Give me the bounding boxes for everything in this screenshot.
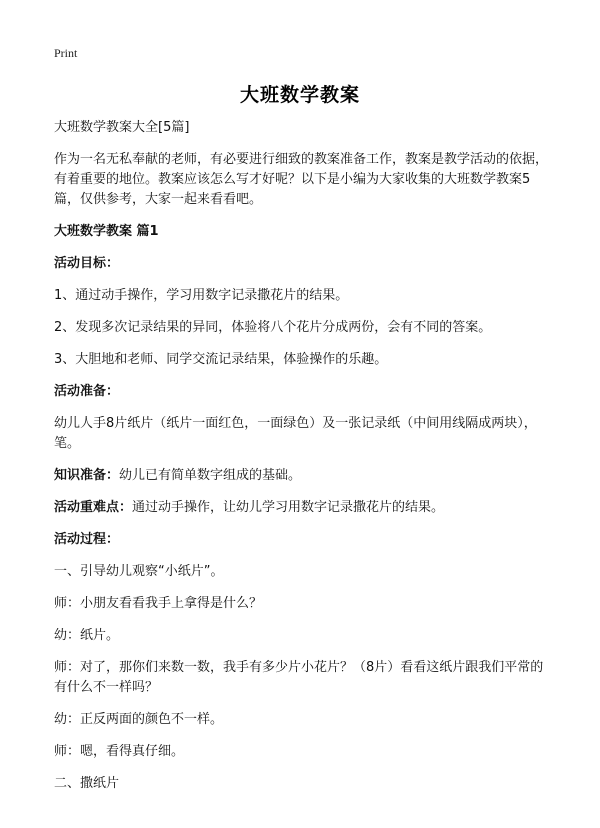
focus-line (54, 498, 554, 518)
doc-subtitle: 大班数学教案大全[5篇] (54, 120, 190, 135)
process-heading: 活动过程： (54, 532, 120, 547)
print-label: Print (54, 46, 78, 60)
knowledge-label: 知识准备： (54, 468, 120, 483)
knowledge-text: 幼儿已有简单数字组成的基础。 (119, 468, 302, 483)
goal-item: 2、发现多次记录结果的异同，体验将八个花片分成两份，会有不同的答案。 (54, 320, 492, 335)
page-title: 大班数学教案 (239, 84, 360, 106)
process-line: 一、引导幼儿观察“小纸片”。 (54, 564, 224, 579)
process-line: 幼：正反两面的颜色不一样。 (54, 712, 224, 727)
document-body (54, 118, 554, 806)
goals-heading: 活动目标： (54, 256, 120, 271)
prep-text: 幼儿人手8片纸片（纸片一面红色，一面绿色）及一张记录纸（中间用线隔成两块），笔。 (54, 416, 537, 451)
goal-item: 3、大胆地和老师、同学交流记录结果，体验操作的乐趣。 (54, 352, 388, 367)
prep-heading: 活动准备： (54, 384, 120, 399)
process-line: 师：嗯，看得真仔细。 (54, 744, 185, 759)
focus-label: 活动重难点： (54, 500, 133, 515)
process-line: 师：对了，那你们来数一数，我手有多少片小花片？（8片）看看这纸片跟我们平常的有什么不一样吗？ (54, 660, 544, 695)
goal-item: 1、通过动手操作，学习用数字记录撒花片的结果。 (54, 288, 349, 303)
process-line: 幼：纸片。 (54, 628, 120, 643)
process-line: 二、撒纸片 (54, 776, 120, 791)
intro-paragraph: 作为一名无私奉献的老师，有必要进行细致的教案准备工作，教案是教学活动的依据，有着重要的地位。教案应该怎么写才好呢？以下是小编为大家收集的大班数学教案5篇，仅供参考，大家一起来看看吧。 (54, 152, 549, 207)
knowledge-line (54, 466, 554, 486)
process-line: 师：小朋友看看我手上拿得是什么？ (54, 596, 263, 611)
section-heading: 大班数学教案 篇1 (54, 224, 159, 239)
focus-text: 通过动手操作，让幼儿学习用数字记录撒花片的结果。 (132, 500, 445, 515)
